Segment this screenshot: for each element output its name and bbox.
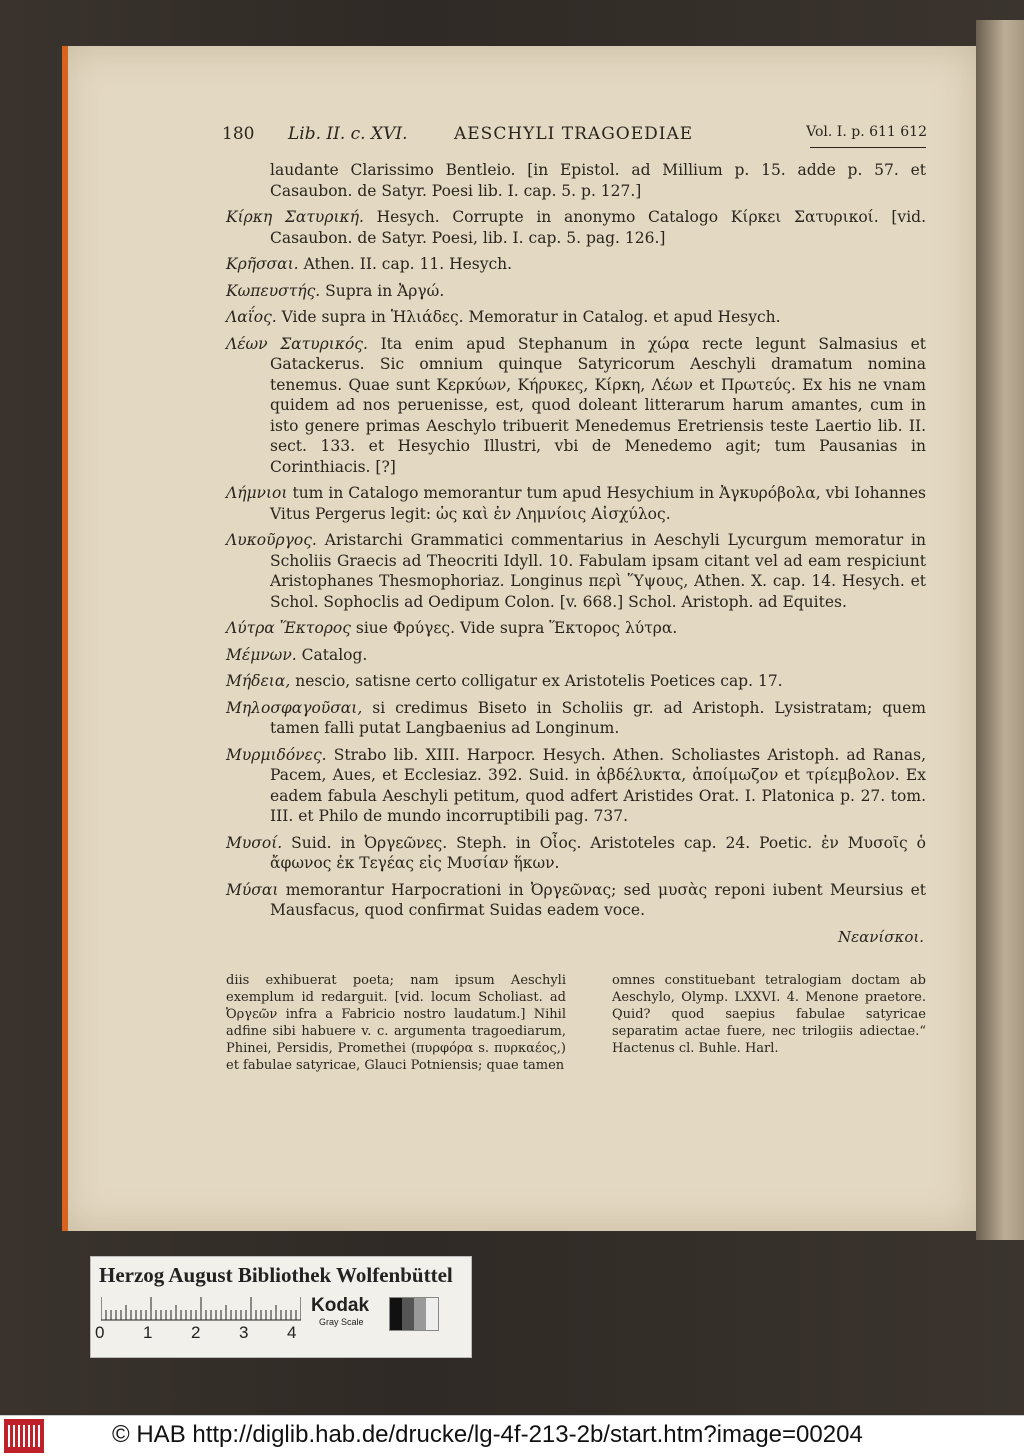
page-edge-color (62, 46, 68, 1231)
entry-text: tum in Catalogo memorantur tum apud Hesychium in Ἀγκυρόβολα, vbi Iohannes Vitus Pergerus legit: ὡς καὶ ἐν Λημνίοις Αἰσχύλος. (270, 484, 926, 523)
footnote-left-column: diis exhibuerat poeta; nam ipsum Aeschyli exemplum id redarguit. [vid. locum Scholiast. ad Ὀργεῶν infra a Fabricio nostro laudatum.] Nihil adfine sibi habuere v. c. argumenta tragoediarum, Phinei, Persidis, Promethei (πυρφόρα s. πυρκαέος,) et fabulae satyricae, Glauci Potniensis; quae tamen (226, 973, 566, 1073)
entry (226, 334, 926, 478)
entry (226, 745, 926, 827)
entry-lemma: Μύσαι (226, 880, 279, 899)
entry-lemma: Μηλοσφαγοῦσαι, (226, 698, 363, 717)
entry-lemma: Μέμνων. (226, 645, 297, 664)
ruler-number: 4 (287, 1323, 297, 1342)
entry-lemma: Κίρκη Σατυρική. (226, 208, 364, 226)
entry-lemma: Κρῆσσαι. (226, 255, 299, 273)
hab-logo-icon (4, 1419, 44, 1453)
entry-lemma: Μυσοί. (226, 833, 283, 852)
catchword: Νεανίσκοι. (837, 928, 924, 946)
running-title: AESCHYLI TRAGOEDIAE (454, 124, 694, 144)
kodak-logo: Kodak (311, 1295, 370, 1316)
library-name: Herzog August Bibliothek Wolfenbüttel (99, 1263, 453, 1287)
gray-patch (402, 1298, 414, 1330)
entry-lemma: Κωπευστής. (226, 281, 321, 300)
entry-text: Aristarchi Grammatici commentarius in Aeschyli Lycurgum memoratur in Scholiis Graecis ad Theocriti Idyll. 10. Fabulam ipsam citant vel ad eam respiciunt Aristophanes Thesmophoriaz. Longinus περὶ Ὕψους, Athen. X. cap. 14. Hesych. et Schol. Sophoclis ad Oedipum Colon. [v. 668.] Schol. Aristoph. ad Equites. (270, 531, 926, 611)
entry-lemma: Λύτρα Ἕκτορος (226, 619, 351, 637)
entry-text: siue Φρύγες. Vide supra Ἕκτορος λύτρα. (355, 619, 678, 637)
entry-lemma: Μυρμιδόνες. (226, 745, 327, 764)
gray-scale-label: Gray Scale (319, 1317, 364, 1327)
entry-lemma: Λήμνιοι (226, 484, 288, 502)
volume-reference: Vol. I. p. 611 612 (806, 124, 927, 140)
entry (226, 483, 926, 524)
main-text (226, 160, 926, 927)
header-underline (810, 147, 926, 148)
ruler-number: 0 (95, 1323, 105, 1342)
book-reference: Lib. II. c. XVI. (288, 124, 408, 144)
entry-text: Catalog. (301, 645, 368, 664)
entry (226, 530, 926, 612)
entry-lemma: Λαΐος. (226, 308, 277, 326)
entry (226, 618, 926, 639)
entry-lemma: Λυκοῦργος. (226, 531, 317, 549)
page-number: 180 (222, 124, 255, 144)
ruler-number: 2 (191, 1323, 201, 1342)
gray-patch (414, 1298, 426, 1330)
gray-scale-patches (389, 1297, 439, 1331)
entry-text: memorantur Harpocrationi in Ὀργεῶνας; sed μυσὰς reponi iubent Meursius et Mausfacus, quod confirmat Suidas eadem voce. (270, 880, 926, 919)
entry-text: Vide supra in Ἡλιάδες. Memoratur in Catalog. et apud Hesych. (281, 308, 781, 326)
entry-text: laudante Clarissimo Bentleio. [in Epistol. ad Millium p. 15. adde p. 57. et Casaubon. de Satyr. Poesi lib. I. cap. 5. p. 127.] (270, 161, 926, 200)
entry (226, 671, 926, 692)
entry (226, 160, 926, 201)
entry-text: si credimus Biseto in Scholiis gr. ad Aristoph. Lysistratam; quem tamen falli putat Langbaenius ad Longinum. (270, 698, 926, 737)
entry-text: Suid. in Ὀργεῶνες. Steph. in Οἶος. Aristoteles cap. 24. Poetic. ἐν Μυσοῖς ὁ ἄφωνος ἐκ Τεγέας εἰς Μυσίαν ἥκων. (270, 833, 926, 872)
next-page-edge (976, 20, 1024, 1240)
entry (226, 645, 926, 666)
entry-text: Athen. II. cap. 11. Hesych. (303, 255, 513, 273)
gray-patch (390, 1298, 402, 1330)
entry (226, 207, 926, 248)
footnote-right-column: omnes constituebant tetralogiam doctam ab Aeschylo, Olymp. LXXVI. 4. Menone praetore. Quid? quod saepius fabulae satyricae separatim actae fuere, nec trilogiis adiectae.“ Hactenus cl. Buhle. Harl. (612, 973, 926, 1056)
copyright-url: © HAB http://diglib.hab.de/drucke/lg-4f-213-2b/start.htm?image=00204 (112, 1421, 863, 1448)
entry (226, 880, 926, 921)
entry (226, 254, 926, 275)
gray-patch (426, 1298, 438, 1330)
entry (226, 833, 926, 874)
footer-bar (0, 1415, 1024, 1456)
library-color-card (90, 1256, 472, 1358)
ruler-number: 1 (143, 1323, 153, 1342)
entry (226, 698, 926, 739)
entry (226, 281, 926, 302)
entry (226, 307, 926, 328)
entry-lemma: Λέων Σατυρικός. (226, 334, 368, 353)
entry-text: nescio, satisne certo colligatur ex Aristotelis Poetices cap. 17. (295, 672, 783, 690)
entry-text: Hesych. Corrupte in anonymo Catalogo Κίρκει Σατυρικοί. [vid. Casaubon. de Satyr. Poesi, lib. I. cap. 5. pag. 126.] (270, 208, 926, 247)
entry-text: Supra in Ἀργώ. (325, 281, 445, 300)
ruler-scale (101, 1295, 301, 1321)
entry-text: Strabo lib. XIII. Harpocr. Hesych. Athen. Scholiastes Aristoph. ad Ranas, Pacem, Aues, et Ecclesiaz. 392. Suid. in ἀβδέλυκτα, ἀποίμωζον et τρίεμβολον. Ex eadem fabula Aeschyli petitum, quod adfert Aristides Orat. I. Platonica p. 27. tom. III. et Philo de mundo incorruptibili pag. 737. (270, 745, 927, 825)
entry-lemma: Μήδεια, (226, 672, 291, 690)
entry-text: Ita enim apud Stephanum in χώρα recte legunt Salmasius et Gatackerus. Sic omnium quinque Satyricorum Aeschyli dramatum nomina tenemus. Quae sunt Κερκύων, Κήρυκες, Κίρκη, Λέων et Πρωτεύς. Ex his ne vnam quidem ad nos peruenisse, est, quod doleant litterarum harum amantes, cum in isto genere primas Aeschylo tribuerit Menedemus Eretriensis teste Laertio lib. II. sect. 133. et Hesychio Illustri, vbi de Menedemo agit; tum Pausanias in Corinthiacis. [?] (270, 334, 926, 476)
ruler-number: 3 (239, 1323, 249, 1342)
